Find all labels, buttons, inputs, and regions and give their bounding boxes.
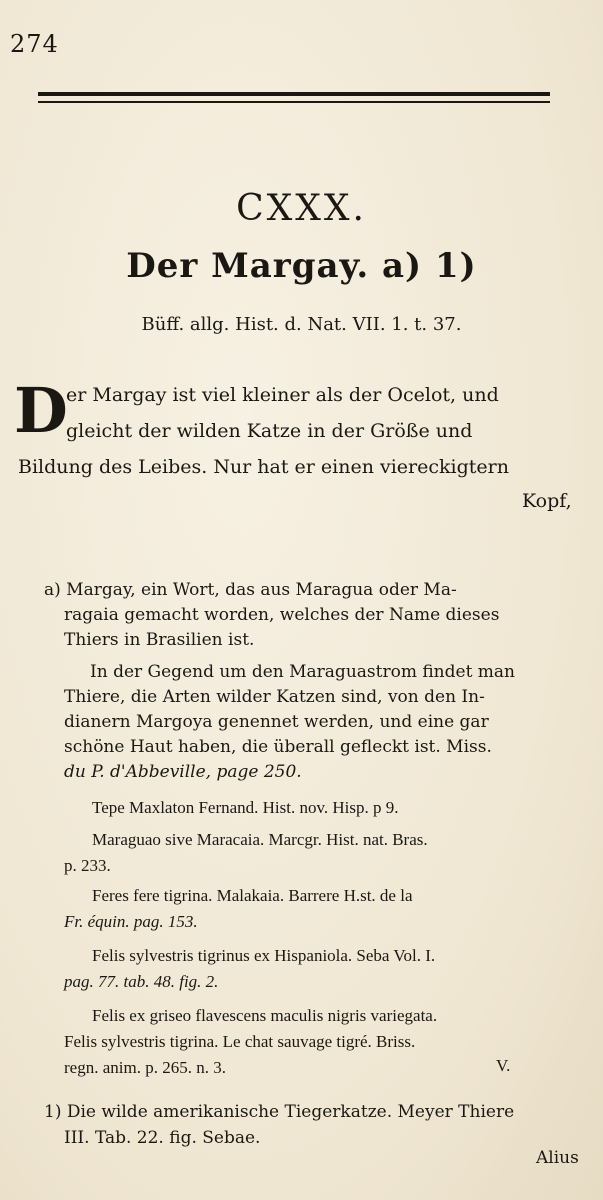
signature-mark: V. (496, 1056, 511, 1075)
footnote-a-line: Thiere, die Arten wilder Katzen sind, von den In- (64, 687, 485, 707)
body-line: er Margay ist viel kleiner als der Ocelot, und (66, 384, 499, 406)
catchword: Alius (536, 1148, 579, 1168)
chapter-number: CXXX. (236, 188, 367, 229)
synonym-line: Tepe Maxlaton Fernand. Hist. nov. Hisp. p 9. (92, 798, 399, 817)
synonym-line: Maraguao sive Maracaia. Marcgr. Hist. nat. Bras. (92, 830, 428, 849)
synonym-line: Felis ex griseo flavescens maculis nigris variegata. (92, 1006, 438, 1025)
header-rule-thin (38, 101, 550, 103)
synonym-line: regn. anim. p. 265. n. 3. (64, 1058, 226, 1077)
footnote-a-line: In der Gegend um den Maraguastrom findet man (90, 662, 516, 682)
footnote-a-line: a) Margay, ein Wort, das aus Maragua oder Ma- (44, 580, 457, 600)
synonym-line: Feres fere tigrina. Malakaia. Barrere H.st. de la (92, 886, 413, 905)
body-line: Kopf, (522, 490, 572, 512)
synonym-line: p. 233. (64, 856, 111, 875)
synonym-line: Felis sylvestris tigrina. Le chat sauvage tigré. Briss. (64, 1032, 416, 1051)
drop-cap: D (14, 374, 68, 447)
page-number: 274 (10, 30, 59, 58)
synonym-line: pag. 77. tab. 48. fig. 2. (64, 972, 219, 991)
body-line: Bildung des Leibes. Nur hat er einen viereckigtern (18, 456, 509, 478)
chapter-reference: Büff. allg. Hist. d. Nat. VII. 1. t. 37. (141, 314, 462, 335)
chapter-title: Der Margay. a) 1) (126, 246, 477, 286)
footnote-1-line: III. Tab. 22. fig. Sebae. (64, 1128, 261, 1148)
footnote-a-line: du P. d'Abbeville, page 250. (64, 762, 302, 782)
footnote-a-line: schöne Haut haben, die überall gefleckt ist. Miss. (64, 737, 492, 757)
header-rule-thick (38, 92, 550, 96)
footnote-a-line: ragaia gemacht worden, welches der Name dieses (64, 605, 500, 625)
body-line: gleicht der wilden Katze in der Größe und (66, 420, 473, 442)
footnote-a-line: Thiers in Brasilien ist. (64, 630, 255, 650)
synonym-line: Fr. équin. pag. 153. (64, 912, 198, 931)
footnote-1-line: 1) Die wilde amerikanische Tiegerkatze. Meyer Thiere (44, 1102, 515, 1122)
footnote-a-line: dianern Margoya genennet werden, und eine gar (64, 712, 489, 732)
synonym-line: Felis sylvestris tigrinus ex Hispaniola. Seba Vol. I. (92, 946, 436, 965)
